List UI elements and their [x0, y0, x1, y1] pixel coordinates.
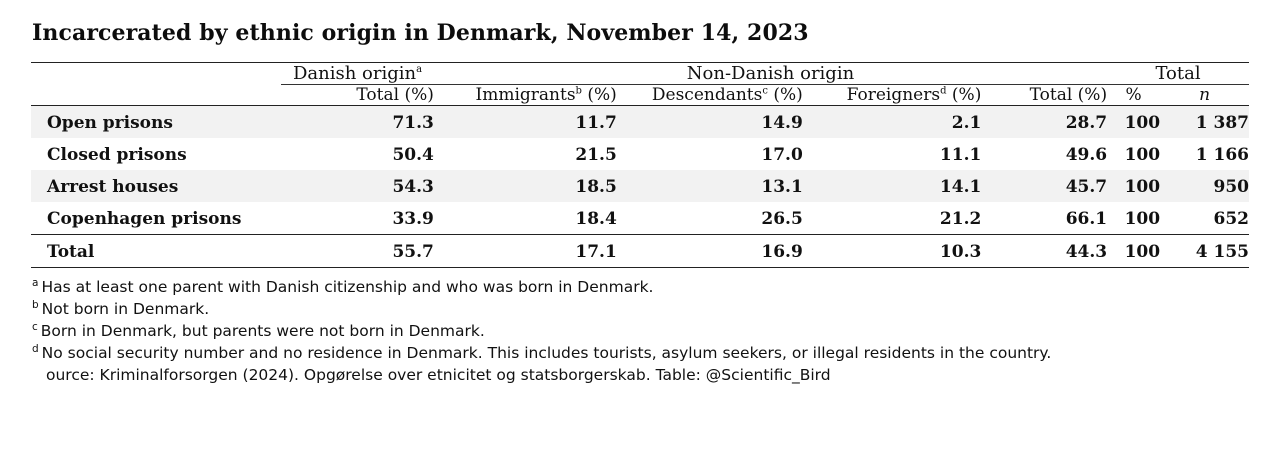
note-b — [32, 298, 1250, 320]
note-a — [32, 276, 1250, 298]
cell-foreigners: 21.2 — [939, 209, 982, 229]
cell-total-pct: 100 — [1124, 145, 1161, 165]
sub-header-immigrants — [434, 85, 617, 106]
cell-total-n: 652 — [1213, 209, 1249, 229]
cell-nondanish-total: 66.1 — [1065, 209, 1108, 229]
cell-danish-total: 54.3 — [281, 170, 434, 202]
group-header-danish-label: Danish origin — [292, 63, 417, 84]
cell-foreigners: 14.1 — [803, 170, 982, 202]
row-label: Arrest houses — [31, 170, 281, 202]
table-bottom-rule — [31, 268, 1249, 269]
table-notes — [32, 276, 1250, 386]
cell-nondanish-total: 45.7 — [981, 170, 1107, 202]
cell-descendants: 13.1 — [617, 170, 803, 202]
note-d-mark: d — [32, 342, 39, 355]
sub-header-total-n — [1160, 85, 1249, 106]
note-c-mark: c — [32, 320, 38, 333]
page-title: Incarcerated by ethnic origin in Denmark, November 14, 2023 — [32, 20, 809, 46]
total-foreigners: 10.3 — [939, 242, 982, 262]
sub-header-immigrants-mark: b — [575, 85, 582, 97]
sub-header-total-pct: % — [1125, 85, 1142, 105]
cell-foreigners: 2.1 — [803, 106, 982, 138]
sub-header-descendants-pct: (%) — [773, 85, 803, 105]
total-row-label: Total — [47, 242, 95, 262]
table-row — [31, 170, 1249, 202]
note-a-text: Has at least one parent with Danish citizenship and who was born in Denmark. — [41, 278, 654, 296]
group-header-blank — [31, 63, 281, 85]
sub-header-foreigners — [803, 85, 982, 106]
group-header-non-danish: Non-Danish origin — [434, 63, 1107, 85]
cell-total-n: 1 166 — [1195, 145, 1249, 165]
sub-header-nondanish-total: Total (%) — [1029, 85, 1108, 105]
cell-danish-total: 50.4 — [392, 145, 434, 165]
cell-total-n: 950 — [1160, 170, 1249, 202]
total-total-n: 4 155 — [1195, 242, 1249, 262]
total-danish-total: 55.7 — [392, 242, 434, 262]
group-header-total: Total — [1107, 63, 1249, 85]
cell-immigrants: 21.5 — [575, 145, 617, 165]
cell-descendants: 17.0 — [761, 145, 803, 165]
row-label: Copenhagen prisons — [47, 209, 242, 229]
cell-total-pct: 100 — [1107, 106, 1160, 138]
cell-danish-total: 33.9 — [392, 209, 434, 229]
note-c-text: Born in Denmark, but parents were not born in Denmark. — [40, 322, 485, 340]
sub-header-foreigners-mark: d — [940, 85, 947, 97]
cell-descendants: 26.5 — [761, 209, 803, 229]
cell-descendants: 14.9 — [617, 106, 803, 138]
cell-foreigners: 11.1 — [939, 145, 982, 165]
sub-header-row — [31, 85, 1249, 106]
sub-header-descendants-label: Descendants — [651, 85, 763, 105]
note-d — [32, 342, 1250, 364]
sub-header-descendants-mark: c — [762, 85, 768, 97]
sub-header-immigrants-pct: (%) — [587, 85, 617, 105]
note-a-mark: a — [32, 276, 39, 289]
row-label: Closed prisons — [47, 145, 187, 165]
group-header-danish-mark: a — [416, 64, 423, 75]
incarceration-table — [31, 62, 1249, 268]
total-immigrants: 17.1 — [575, 242, 617, 262]
sub-header-danish-total: Total (%) — [356, 85, 434, 105]
note-b-mark: b — [32, 298, 39, 311]
group-header-row — [31, 63, 1249, 85]
sub-header-foreigners-pct: (%) — [951, 85, 982, 105]
cell-total-n: 1 387 — [1160, 106, 1249, 138]
table-row — [31, 202, 1249, 235]
note-c — [32, 320, 1250, 342]
sub-header-foreigners-label: Foreigners — [846, 85, 941, 105]
total-descendants: 16.9 — [761, 242, 803, 262]
cell-nondanish-total: 49.6 — [1065, 145, 1108, 165]
total-total-pct: 100 — [1124, 242, 1161, 262]
cell-total-pct: 100 — [1124, 209, 1161, 229]
cell-total-pct: 100 — [1107, 170, 1160, 202]
total-nondanish-total: 44.3 — [1065, 242, 1108, 262]
table-total-row — [31, 235, 1249, 268]
cell-nondanish-total: 28.7 — [981, 106, 1107, 138]
note-b-text: Not born in Denmark. — [41, 300, 210, 318]
cell-danish-total: 71.3 — [281, 106, 434, 138]
note-d-text: No social security number and no residence in Denmark. This includes tourists, asylum seekers, or illegal residents in the country. — [41, 344, 1052, 362]
sub-header-total-n-label: n — [1199, 85, 1211, 105]
table-row — [31, 106, 1249, 138]
sub-header-blank — [31, 85, 281, 106]
row-label: Open prisons — [31, 106, 281, 138]
sub-header-immigrants-label: Immigrants — [475, 85, 576, 105]
cell-immigrants: 11.7 — [434, 106, 617, 138]
table-row — [31, 138, 1249, 170]
cell-immigrants: 18.4 — [575, 209, 617, 229]
group-header-danish — [281, 63, 434, 85]
source-note: ource: Kriminalforsorgen (2024). Opgørelse over etnicitet og statsborgerskab. Table: @Scientific_Bird — [46, 366, 831, 384]
sub-header-descendants — [617, 85, 803, 106]
cell-immigrants: 18.5 — [434, 170, 617, 202]
